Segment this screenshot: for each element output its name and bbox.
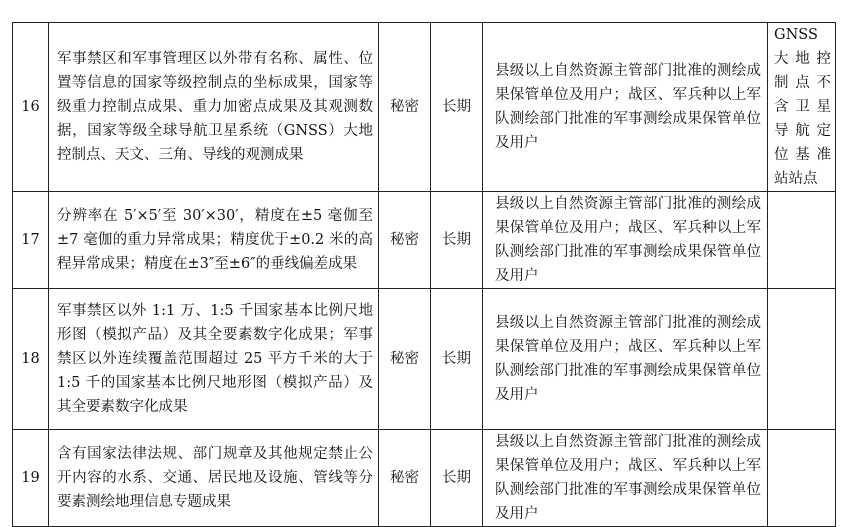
access-scope	[483, 23, 768, 192]
row-content	[49, 23, 379, 192]
secrecy-catalog-table-container	[12, 22, 835, 527]
secrecy-term: 长期	[431, 23, 483, 192]
row-note	[768, 430, 836, 527]
secrecy-level: 秘密	[379, 192, 431, 289]
access-scope	[483, 192, 768, 289]
secrecy-level: 秘密	[379, 289, 431, 430]
access-scope	[483, 289, 768, 430]
secrecy-term: 长期	[431, 430, 483, 527]
secrecy-term: 长期	[431, 289, 483, 430]
access-scope-text: 县级以上自然资源主管部门批准的测绘成果保管单位及用户；战区、军兵种以上军队测绘部门批准的军事测绘成果保管单位及用户	[495, 315, 761, 403]
row-number: 18	[13, 289, 49, 430]
table-row	[13, 289, 836, 430]
row-note	[768, 289, 836, 430]
row-content	[49, 192, 379, 289]
row-content-text: 军事禁区和军事管理区以外带有名称、属性、位置等信息的国家等级控制点的坐标成果，国家等级重力控制点成果、重力加密点成果及其观测数据，国家等级全球导航卫星系统（GNSS）大地控制点、天文、三角、导线的观测成果	[57, 51, 373, 163]
row-content-text: 分辨率在 5′×5′至 30′×30′，精度在±5 毫伽至±7 毫伽的重力异常成果；精度优于±0.2 米的高程异常成果；精度在±3″至±6″的垂线偏差成果	[57, 208, 373, 272]
row-note	[768, 23, 836, 192]
access-scope-text: 县级以上自然资源主管部门批准的测绘成果保管单位及用户；战区、军兵种以上军队测绘部门批准的军事测绘成果保管单位及用户	[495, 434, 761, 522]
table-row	[13, 23, 836, 192]
row-number: 16	[13, 23, 49, 192]
secrecy-level: 秘密	[379, 430, 431, 527]
row-content-text: 军事禁区以外 1:1 万、1:5 千国家基本比例尺地形图（模拟产品）及其全要素数字化成果；军事禁区以外连续覆盖范围超过 25 平方千米的大于 1:5 千的国家基本比例尺地形图（模拟产品）及其全要素数字化成果	[57, 303, 373, 415]
access-scope-text: 县级以上自然资源主管部门批准的测绘成果保管单位及用户；战区、军兵种以上军队测绘部门批准的军事测绘成果保管单位及用户	[495, 196, 761, 284]
secrecy-term: 长期	[431, 192, 483, 289]
row-number: 19	[13, 430, 49, 527]
row-note-text: GNSS 大地控制点不含卫星导航定位基准站站点	[774, 27, 831, 187]
row-content	[49, 430, 379, 527]
table-row	[13, 430, 836, 527]
row-content-text: 含有国家法律法规、部门规章及其他规定禁止公开内容的水系、交通、居民地及设施、管线等分要素测绘地理信息专题成果	[57, 446, 373, 510]
access-scope-text: 县级以上自然资源主管部门批准的测绘成果保管单位及用户；战区、军兵种以上军队测绘部门批准的军事测绘成果保管单位及用户	[495, 63, 761, 151]
table-row	[13, 192, 836, 289]
access-scope	[483, 430, 768, 527]
secrecy-level: 秘密	[379, 23, 431, 192]
secrecy-catalog-table	[12, 22, 836, 527]
row-content	[49, 289, 379, 430]
row-number: 17	[13, 192, 49, 289]
row-note	[768, 192, 836, 289]
